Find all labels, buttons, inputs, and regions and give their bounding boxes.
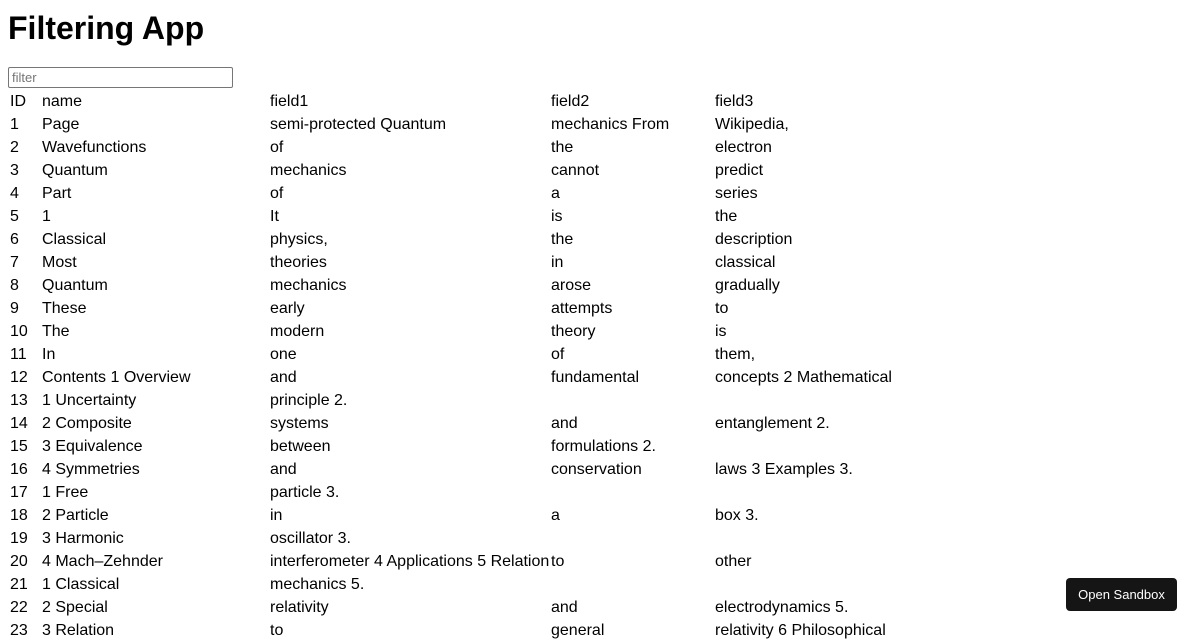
table-row [10, 182, 1015, 205]
cell-name: 1 Uncertainty [42, 392, 137, 409]
cell-field1: of [270, 185, 284, 202]
cell-id: 22 [10, 599, 28, 616]
cell-field1: modern [270, 323, 325, 340]
cell-name: 3 Harmonic [42, 530, 124, 547]
header-name: name [42, 93, 83, 110]
cell-id: 2 [10, 139, 19, 156]
table-row [10, 619, 1015, 642]
page-title: Filtering App [8, 10, 205, 46]
cell-field2: formulations 2. [551, 438, 656, 455]
cell-name: Contents 1 Overview [42, 369, 191, 386]
cell-field3: box 3. [715, 507, 759, 524]
cell-field1: It [270, 208, 279, 225]
cell-field1: of [270, 139, 284, 156]
cell-field3: relativity 6 Philosophical [715, 622, 886, 639]
cell-name: 4 Mach–Zehnder [42, 553, 163, 570]
cell-field3: electrodynamics 5. [715, 599, 849, 616]
cell-field1: one [270, 346, 297, 363]
cell-name: Classical [42, 231, 107, 248]
cell-field1: relativity [270, 599, 329, 616]
cell-id: 8 [10, 277, 19, 294]
cell-id: 3 [10, 162, 19, 179]
table-row [10, 366, 1015, 389]
cell-field2: to [551, 553, 565, 570]
cell-field3: the [715, 208, 738, 225]
table-row [10, 228, 1015, 251]
cell-id: 7 [10, 254, 19, 271]
cell-field2: theory [551, 323, 596, 340]
cell-name: 4 Symmetries [42, 461, 140, 478]
cell-field1: mechanics [270, 277, 347, 294]
cell-name: Page [42, 116, 80, 133]
cell-field1: semi-protected Quantum [270, 116, 447, 133]
header-id: ID [10, 93, 26, 110]
cell-field3: classical [715, 254, 776, 271]
cell-name: In [42, 346, 56, 363]
cell-name: The [42, 323, 70, 340]
cell-field3: electron [715, 139, 772, 156]
header-field3: field3 [715, 93, 754, 110]
cell-id: 18 [10, 507, 28, 524]
cell-field3: series [715, 185, 758, 202]
table-row [10, 136, 1015, 159]
cell-id: 15 [10, 438, 28, 455]
cell-field1: and [270, 369, 297, 386]
cell-field3 [715, 481, 1015, 504]
cell-field1: to [270, 622, 284, 639]
cell-name: Part [42, 185, 72, 202]
cell-name: 3 Equivalence [42, 438, 143, 455]
cell-id: 13 [10, 392, 28, 409]
cell-id: 9 [10, 300, 19, 317]
cell-id: 20 [10, 553, 28, 570]
cell-field1: systems [270, 415, 329, 432]
cell-id: 12 [10, 369, 28, 386]
table-row [10, 343, 1015, 366]
cell-field1: theories [270, 254, 327, 271]
cell-field2 [551, 481, 715, 504]
cell-field3 [715, 435, 1015, 458]
cell-field2: arose [551, 277, 592, 294]
cell-field1: mechanics [270, 162, 347, 179]
cell-id: 14 [10, 415, 28, 432]
cell-name: Quantum [42, 277, 108, 294]
cell-field2: a [551, 185, 560, 202]
cell-field3: concepts 2 Mathematical [715, 369, 892, 386]
cell-field1: physics, [270, 231, 328, 248]
cell-field2 [551, 527, 715, 550]
cell-field2 [551, 389, 715, 412]
table-row [10, 113, 1015, 136]
cell-name: 1 Classical [42, 576, 120, 593]
cell-field2: the [551, 139, 574, 156]
cell-field2: fundamental [551, 369, 640, 386]
cell-id: 6 [10, 231, 19, 248]
table-row [10, 205, 1015, 228]
cell-field1: oscillator 3. [270, 530, 351, 547]
header-field1: field1 [270, 93, 309, 110]
table-row [10, 504, 1015, 527]
cell-name: Quantum [42, 162, 108, 179]
cell-id: 10 [10, 323, 28, 340]
table-row [10, 435, 1015, 458]
cell-field3: entanglement 2. [715, 415, 830, 432]
cell-field1: and [270, 461, 297, 478]
cell-name: 2 Special [42, 599, 108, 616]
cell-name: 2 Particle [42, 507, 109, 524]
cell-id: 4 [10, 185, 19, 202]
cell-id: 21 [10, 576, 28, 593]
cell-field2: is [551, 208, 563, 225]
cell-field2: and [551, 415, 578, 432]
table-row [10, 320, 1015, 343]
cell-id: 23 [10, 622, 28, 639]
cell-field3: laws 3 Examples 3. [715, 461, 853, 478]
cell-field1: mechanics 5. [270, 576, 365, 593]
filter-input[interactable] [8, 67, 233, 88]
table-row [10, 458, 1015, 481]
table-row [10, 481, 1015, 504]
table-row [10, 274, 1015, 297]
cell-field1: between [270, 438, 331, 455]
cell-name: 1 Free [42, 484, 89, 501]
cell-name: Wavefunctions [42, 139, 147, 156]
cell-field2: a [551, 507, 560, 524]
data-table [10, 90, 1015, 642]
cell-name: 1 [42, 208, 51, 225]
cell-field3: them, [715, 346, 756, 363]
cell-name: 3 Relation [42, 622, 115, 639]
cell-id: 11 [10, 346, 27, 363]
cell-field2: in [551, 254, 564, 271]
cell-field3: is [715, 323, 727, 340]
table-row [10, 596, 1015, 619]
cell-field3 [715, 527, 1015, 550]
cell-field2: general [551, 622, 605, 639]
cell-field2: conservation [551, 461, 642, 478]
cell-field3: predict [715, 162, 764, 179]
table-row [10, 389, 1015, 412]
cell-id: 1 [10, 116, 19, 133]
cell-field2: the [551, 231, 574, 248]
cell-name: These [42, 300, 87, 317]
table-row [10, 159, 1015, 182]
cell-id: 19 [10, 530, 28, 547]
open-sandbox-button[interactable]: Open Sandbox [1066, 578, 1177, 611]
table-header [10, 90, 1015, 113]
cell-field1: early [270, 300, 305, 317]
cell-id: 5 [10, 208, 19, 225]
cell-field2 [551, 573, 715, 596]
cell-field3 [715, 389, 1015, 412]
cell-field3: to [715, 300, 729, 317]
table-row [10, 527, 1015, 550]
cell-field1: interferometer 4 Applications 5 Relation [270, 553, 550, 570]
table-row [10, 297, 1015, 320]
table-row [10, 550, 1015, 573]
cell-id: 16 [10, 461, 28, 478]
cell-field1: particle 3. [270, 484, 340, 501]
cell-id: 17 [10, 484, 28, 501]
cell-field3 [715, 573, 1015, 596]
cell-field3: description [715, 231, 793, 248]
cell-field2: of [551, 346, 565, 363]
cell-name: 2 Composite [42, 415, 132, 432]
cell-field3: Wikipedia, [715, 116, 789, 133]
cell-name: Most [42, 254, 77, 271]
cell-field2: mechanics From [551, 116, 670, 133]
cell-field2: cannot [551, 162, 600, 179]
cell-field3: other [715, 553, 752, 570]
cell-field2: and [551, 599, 578, 616]
table-row [10, 251, 1015, 274]
table-row [10, 573, 1015, 596]
cell-field3: gradually [715, 277, 780, 294]
cell-field1: in [270, 507, 283, 524]
table-row [10, 412, 1015, 435]
cell-field1: principle 2. [270, 392, 348, 409]
cell-field2: attempts [551, 300, 613, 317]
header-field2: field2 [551, 93, 590, 110]
